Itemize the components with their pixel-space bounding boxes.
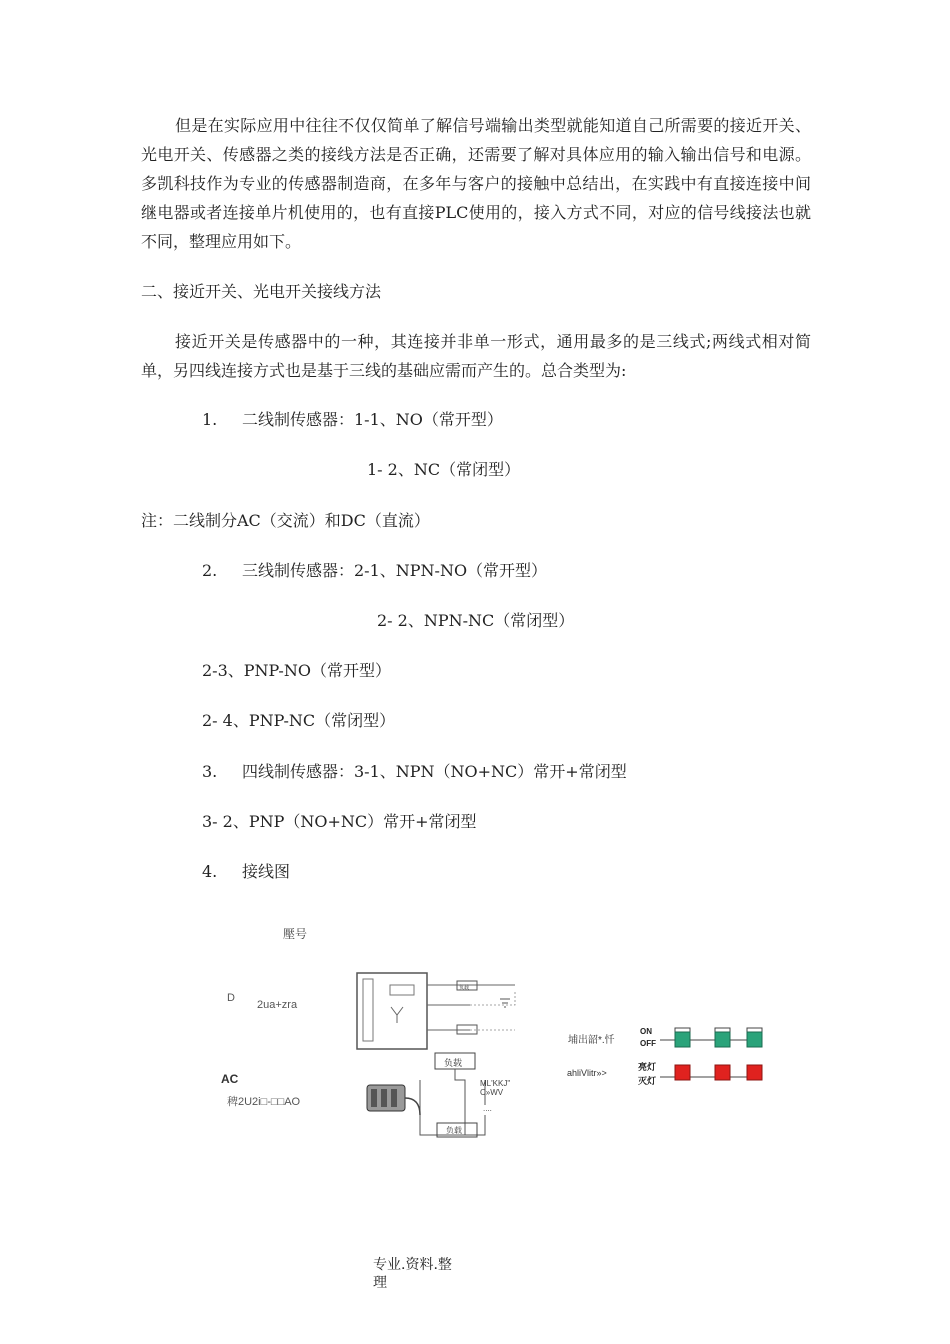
sensor-circuit-box — [390, 985, 414, 995]
ac-label-2: 稗2U2i□-□□AO — [227, 1096, 301, 1108]
list-text: 二线制传感器：1-1、NO（常开型） — [242, 410, 503, 429]
wiring-diagram-figure — [215, 915, 785, 1145]
sensor-thread — [371, 1089, 377, 1107]
led-off-label: 灭灯 — [638, 1076, 657, 1086]
list-item-1 — [202, 410, 503, 430]
wiring-schematic — [215, 915, 785, 1145]
ac-load-label-top: 负载 — [444, 1058, 463, 1068]
transistor-symbol — [391, 1007, 403, 1023]
list-subitem: 1- 2、NC（常闭型） — [367, 460, 521, 479]
timing-label-2: ahliVlitr»> — [567, 1068, 607, 1078]
list-subitem: 2-3、PNP-NO（常开型） — [202, 661, 391, 680]
on-block — [715, 1032, 730, 1047]
ac-wire-note-2: C»WV — [480, 1088, 504, 1097]
list-subitem: 3- 2、PNP（NO+NC）常开+常闭型 — [202, 812, 477, 831]
list-item-4 — [202, 862, 290, 882]
ac-label: AC — [221, 1072, 239, 1086]
sensor-element — [363, 979, 373, 1041]
dc-label: 2ua+zra — [257, 999, 298, 1011]
dc-load-top-label: 负载 — [459, 985, 470, 991]
dc-wires — [427, 985, 515, 1030]
sensor-thread — [381, 1089, 387, 1107]
dc-label-d: D — [227, 992, 235, 1004]
list-item-2 — [202, 561, 547, 581]
section-heading: 二、接近开关、光电开关接线方法 — [141, 282, 382, 301]
list-number: 1. — [202, 410, 218, 429]
list-subitem: 2- 4、PNP-NC（常闭型） — [202, 711, 396, 730]
ac-wire-note-1: ML'KKJ" — [480, 1079, 511, 1088]
timing-label-output: 埔出韶*.忏 — [568, 1035, 615, 1046]
on-block — [747, 1032, 762, 1047]
intro-paragraph: 但是在实际应用中往往不仅仅简单了解信号端输出类型就能知道自己所需要的接近开关、光电开关、传感器之类的接线方法是否正确，还需要了解对具体应用的输入输出信号和电源。多凯科技作为专业的传感器制造商，在多年与客户的接触中总结出，在实践中有直接连接中间继电器或者连接单片机使用的，也有直接PLC使用的，接入方式不同，对应的信号线接法也就不同，整理应用如下。 — [141, 116, 811, 251]
ac-dots: .... — [483, 1104, 492, 1113]
list-text: 三线制传感器：2-1、NPN-NO（常开型） — [242, 561, 548, 580]
note-line: 注：二线制分AC（交流）和DC（直流） — [141, 511, 430, 530]
led-block — [747, 1065, 762, 1080]
led-block — [715, 1065, 730, 1080]
on-label: ON — [640, 1027, 652, 1036]
page-footer: 专业.资料.整理 — [373, 1257, 452, 1291]
list-subitem: 2- 2、NPN-NC（常闭型） — [377, 611, 575, 630]
list-number: 4. — [202, 862, 218, 881]
figure-caption: 壓号 — [283, 927, 308, 941]
off-label: OFF — [640, 1039, 656, 1048]
sensor-cable — [405, 1098, 420, 1115]
list-item-3 — [202, 762, 627, 782]
dc-dashed-wires — [470, 990, 515, 1030]
list-text: 接线图 — [242, 862, 291, 881]
led-on-label: 亮灯 — [638, 1062, 657, 1072]
sensor-thread — [391, 1089, 397, 1107]
ground-symbol — [500, 999, 510, 1007]
ac-load-label-bottom: 负载 — [446, 1126, 462, 1135]
list-text: 四线制传感器：3-1、NPN（NO+NC）常开+常闭型 — [242, 762, 627, 781]
led-block — [675, 1065, 690, 1080]
list-number: 2. — [202, 561, 218, 580]
sensor-housing — [357, 973, 427, 1049]
on-block — [675, 1032, 690, 1047]
types-paragraph: 接近开关是传感器中的一种，其连接并非单一形式，通用最多的是三线式;两线式相对简单，另四线连接方式也是基于三线的基础应需而产生的。总合类型为: — [141, 332, 811, 380]
list-number: 3. — [202, 762, 218, 781]
